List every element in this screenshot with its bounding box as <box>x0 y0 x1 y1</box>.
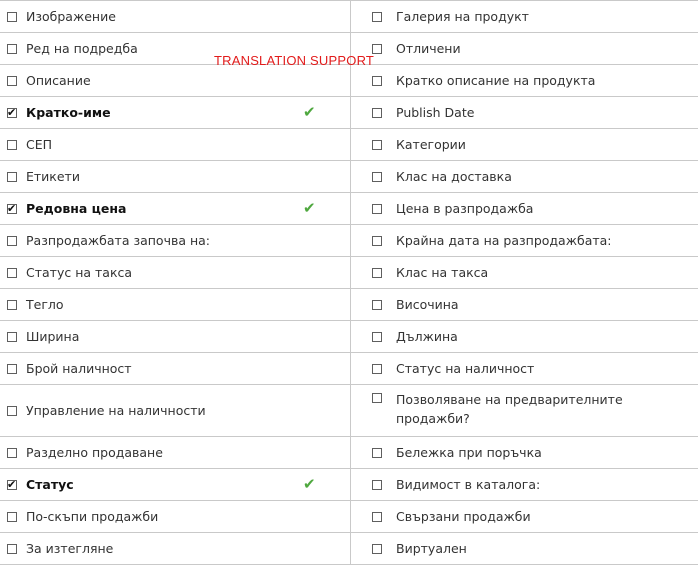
field-option-label: Виртуален <box>396 541 467 556</box>
field-option[interactable] <box>0 65 351 96</box>
field-option-label: Редовна цена <box>26 201 127 216</box>
table-row <box>0 161 698 193</box>
field-option[interactable] <box>0 501 351 532</box>
checkbox[interactable] <box>372 268 382 278</box>
checkbox[interactable] <box>372 108 382 118</box>
field-option-label: Тегло <box>26 297 64 312</box>
field-option[interactable] <box>351 161 698 192</box>
translated-check-icon: ✔ <box>303 475 316 493</box>
field-option-label: Категории <box>396 137 466 152</box>
table-row <box>0 97 698 129</box>
field-option[interactable] <box>0 1 351 32</box>
checkbox[interactable] <box>372 300 382 310</box>
checkbox[interactable] <box>372 76 382 86</box>
field-option-label: Статус на наличност <box>396 361 535 376</box>
table-row <box>0 385 698 437</box>
checkbox[interactable] <box>7 512 17 522</box>
checkbox[interactable] <box>7 236 17 246</box>
field-option-label: Бележка при поръчка <box>396 445 542 460</box>
checkbox[interactable] <box>372 12 382 22</box>
checkbox[interactable] <box>372 44 382 54</box>
checkbox[interactable] <box>372 172 382 182</box>
table-row <box>0 129 698 161</box>
table-row <box>0 469 698 501</box>
field-option[interactable] <box>351 1 698 32</box>
field-option-label: Клас на доставка <box>396 169 512 184</box>
checkbox[interactable] <box>372 204 382 214</box>
field-option-label: Отличени <box>396 41 461 56</box>
field-option[interactable] <box>351 225 698 256</box>
field-option-label: Статус на такса <box>26 265 133 280</box>
field-option-label: Кратко-име <box>26 105 111 120</box>
table-row <box>0 353 698 385</box>
field-option[interactable] <box>0 257 351 288</box>
field-option[interactable] <box>351 97 698 128</box>
field-option-label: Цена в разпродажба <box>396 201 534 216</box>
field-option-label: Изображение <box>26 9 116 24</box>
checkbox[interactable] <box>372 480 382 490</box>
field-option-label: Етикети <box>26 169 80 184</box>
checkbox[interactable] <box>7 76 17 86</box>
translated-check-icon: ✔ <box>303 199 316 217</box>
field-option-label: Галерия на продукт <box>396 9 529 24</box>
checkbox[interactable] <box>7 108 17 118</box>
checkbox[interactable] <box>7 300 17 310</box>
field-option[interactable] <box>351 65 698 96</box>
checkbox[interactable] <box>7 12 17 22</box>
table-row <box>0 257 698 289</box>
checkbox[interactable] <box>7 364 17 374</box>
table-row <box>0 225 698 257</box>
checkbox[interactable] <box>372 544 382 554</box>
translated-check-icon: ✔ <box>303 103 316 121</box>
field-option-label: Ширина <box>26 329 80 344</box>
field-option[interactable] <box>0 129 351 160</box>
field-option-label: Разделно продаване <box>26 445 163 460</box>
field-option-label: Свързани продажби <box>396 509 531 524</box>
checkbox[interactable] <box>7 480 17 490</box>
field-option[interactable] <box>0 385 351 436</box>
field-option-label: Клас на такса <box>396 265 489 280</box>
table-row <box>0 1 698 33</box>
field-option-label: Управление на наличности <box>26 403 206 418</box>
checkbox[interactable] <box>7 448 17 458</box>
field-option[interactable] <box>0 97 351 128</box>
checkbox[interactable] <box>372 236 382 246</box>
field-option[interactable] <box>351 193 698 224</box>
field-option[interactable] <box>0 321 351 352</box>
table-row <box>0 533 698 565</box>
field-option[interactable] <box>351 289 698 320</box>
checkbox[interactable] <box>7 44 17 54</box>
field-option[interactable] <box>0 437 351 468</box>
field-option-label: Статус <box>26 477 74 492</box>
field-option-label: Описание <box>26 73 91 88</box>
field-option-label: Височина <box>396 297 459 312</box>
field-option[interactable] <box>351 353 698 384</box>
checkbox[interactable] <box>372 512 382 522</box>
table-row <box>0 501 698 533</box>
table-row <box>0 437 698 469</box>
field-option[interactable] <box>0 161 351 192</box>
field-option-label: По-скъпи продажби <box>26 509 159 524</box>
checkbox[interactable] <box>372 448 382 458</box>
field-option-label: Видимост в каталога: <box>396 477 541 492</box>
checkbox[interactable] <box>372 332 382 342</box>
field-option-label: За изтегляне <box>26 541 114 556</box>
table-row <box>0 65 698 97</box>
field-option-label: Брой наличност <box>26 361 132 376</box>
field-option-label: Крайна дата на разпродажбата: <box>396 233 612 248</box>
checkbox[interactable] <box>7 268 17 278</box>
field-option[interactable] <box>351 533 698 564</box>
field-option[interactable] <box>0 533 351 564</box>
field-option[interactable] <box>351 469 698 500</box>
field-option[interactable] <box>351 437 698 468</box>
table-row <box>0 193 698 225</box>
field-option[interactable] <box>351 385 698 436</box>
field-option-label: СЕП <box>26 137 53 152</box>
field-option[interactable] <box>351 33 698 64</box>
field-option-label: Разпродажбата започва на: <box>26 233 211 248</box>
checkbox[interactable] <box>372 140 382 150</box>
checkbox[interactable] <box>7 332 17 342</box>
field-option[interactable] <box>0 353 351 384</box>
translation-support-label: TRANSLATION SUPPORT <box>214 53 375 68</box>
checkbox[interactable] <box>7 204 17 214</box>
table-row <box>0 321 698 353</box>
checkbox[interactable] <box>372 393 382 403</box>
field-option[interactable] <box>0 225 351 256</box>
field-option-label: Publish Date <box>396 105 475 120</box>
checkbox[interactable] <box>7 406 17 416</box>
field-option[interactable] <box>351 501 698 532</box>
checkbox[interactable] <box>372 364 382 374</box>
field-option[interactable] <box>0 469 351 500</box>
field-option-label: Ред на подредба <box>26 41 138 56</box>
field-option[interactable] <box>351 129 698 160</box>
field-option[interactable] <box>0 193 351 224</box>
table-row <box>0 289 698 321</box>
field-option-label: Позволяване на предварителните продажби? <box>396 392 623 426</box>
field-option[interactable] <box>0 289 351 320</box>
field-option-label: Дължина <box>396 329 458 344</box>
field-option[interactable] <box>351 257 698 288</box>
checkbox[interactable] <box>7 140 17 150</box>
checkbox[interactable] <box>7 172 17 182</box>
field-option[interactable] <box>351 321 698 352</box>
checkbox[interactable] <box>7 544 17 554</box>
field-option-label: Кратко описание на продукта <box>396 73 596 88</box>
